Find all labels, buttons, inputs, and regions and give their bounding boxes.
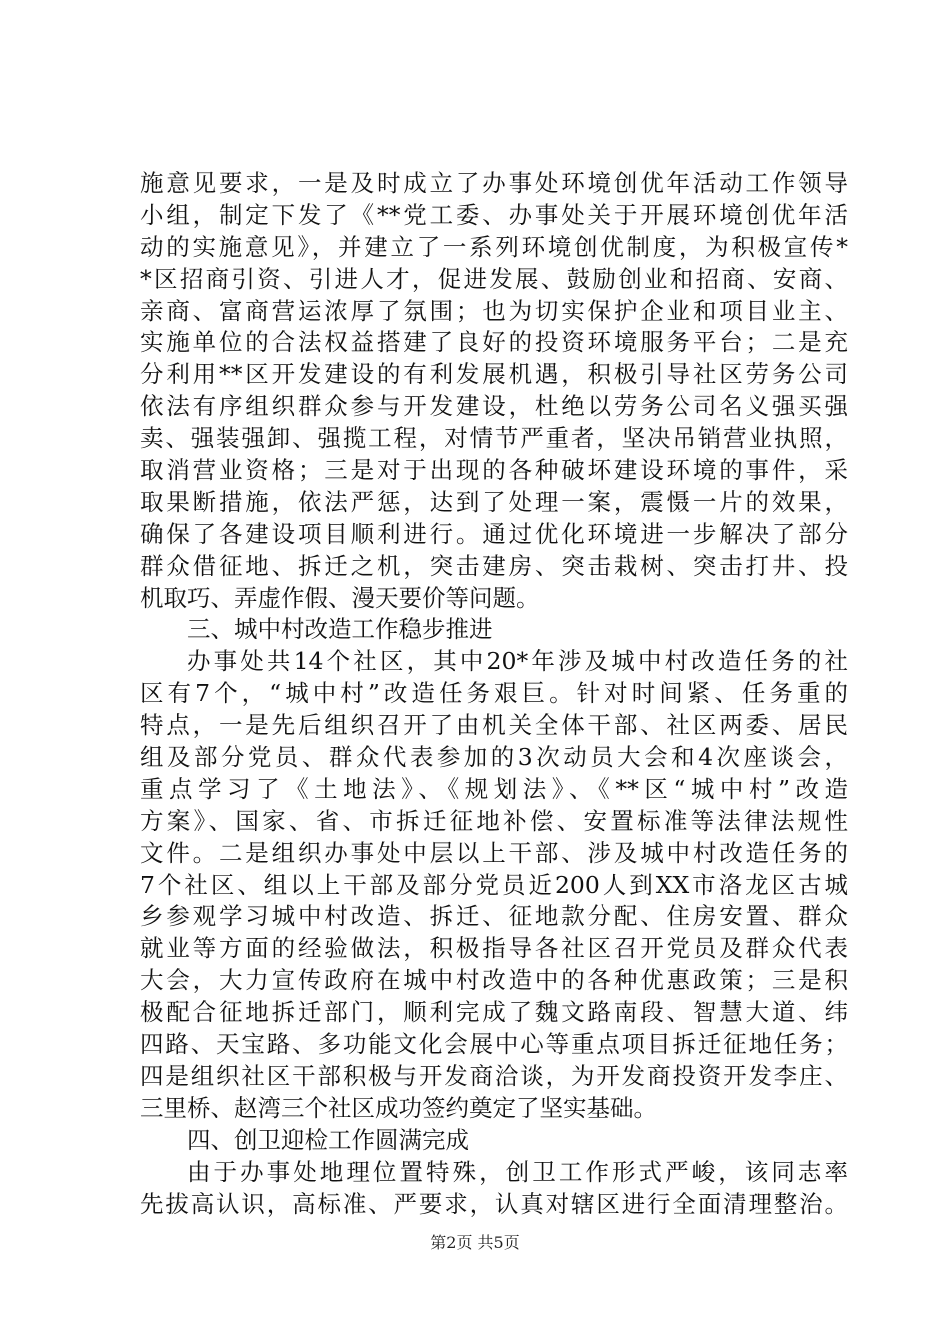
text-line: 组及部分党员、群众代表参加的3次动员大会和4次座谈会， (140, 743, 848, 772)
text-line: 办事处共14个社区，其中20*年涉及城中村改造任务的社 (187, 647, 848, 676)
text-line: 四、创卫迎检工作圆满完成 (187, 1125, 469, 1154)
document-body (140, 168, 848, 1220)
text-line: 卖、强装强卸、强揽工程，对情节严重者，坚决吊销营业执照， (140, 424, 848, 453)
text-line: 亲商、富商营运浓厚了氛围；也为切实保护企业和项目业主、 (140, 296, 848, 325)
text-line: 群众借征地、拆迁之机，突击建房、突击栽树、突击打井、投 (140, 551, 848, 580)
text-line: 机取巧、弄虚作假、漫天要价等问题。 (140, 583, 540, 612)
text-line: 就业等方面的经验做法，积极指导各社区召开党员及群众代表 (140, 934, 848, 963)
text-line: 实施单位的合法权益搭建了良好的投资环境服务平台；二是充 (140, 328, 848, 357)
text-line: *区招商引资、引进人才，促进发展、鼓励创业和招商、安商、 (140, 264, 848, 293)
text-line: 取消营业资格；三是对于出现的各种破坏建设环境的事件，采 (140, 456, 848, 485)
text-line: 依法有序组织群众参与开发建设，杜绝以劳务公司名义强买强 (140, 392, 848, 421)
text-line: 小组，制定下发了《**党工委、办事处关于开展环境创优年活 (140, 200, 848, 229)
text-line: 大会，大力宣传政府在城中村改造中的各种优惠政策；三是积 (140, 966, 848, 995)
text-line: 四路、天宝路、多功能文化会展中心等重点项目拆迁征地任务； (140, 1030, 848, 1059)
text-line: 极配合征地拆迁部门，顺利完成了魏文路南段、智慧大道、纬 (140, 998, 848, 1027)
text-line: 由于办事处地理位置特殊，创卫工作形式严峻，该同志率 (187, 1157, 848, 1186)
text-line: 重点学习了《土地法》、《规划法》、《**区“城中村”改造 (140, 774, 848, 803)
text-line: 7个社区、组以上干部及部分党员近200人到XX市洛龙区古城 (140, 870, 848, 899)
text-line: 乡参观学习城中村改造、拆迁、征地款分配、住房安置、群众 (140, 902, 848, 931)
text-line: 三里桥、赵湾三个社区成功签约奠定了坚实基础。 (140, 1093, 657, 1122)
text-line: 施意见要求，一是及时成立了办事处环境创优年活动工作领导 (140, 169, 848, 197)
text-line: 方案》、国家、省、市拆迁征地补偿、安置标准等法律法规性 (140, 806, 848, 835)
page-footer (0, 1233, 950, 1253)
text-line: 特点，一是先后组织召开了由机关全体干部、社区两委、居民 (140, 711, 848, 740)
text-line: 先拔高认识，高标准、严要求，认真对辖区进行全面清理整治。 (140, 1189, 848, 1218)
text-line: 分利用**区开发建设的有利发展机遇，积极引导社区劳务公司 (140, 360, 848, 389)
text-line: 区有7个，“城中村”改造任务艰巨。针对时间紧、任务重的 (140, 679, 848, 708)
page-number: 第2页 共5页 (430, 1233, 520, 1252)
text-line: 文件。二是组织办事处中层以上干部、涉及城中村改造任务的 (140, 838, 848, 867)
text-line: 三、城中村改造工作稳步推进 (187, 615, 493, 644)
text-line: 四是组织社区干部积极与开发商洽谈，为开发商投资开发李庄、 (140, 1061, 848, 1090)
text-line: 确保了各建设项目顺利进行。通过优化环境进一步解决了部分 (140, 519, 848, 548)
text-line: 取果断措施，依法严惩，达到了处理一案，震慑一片的效果， (140, 487, 848, 516)
text-line: 动的实施意见》，并建立了一系列环境创优制度，为积极宣传* (140, 232, 848, 261)
